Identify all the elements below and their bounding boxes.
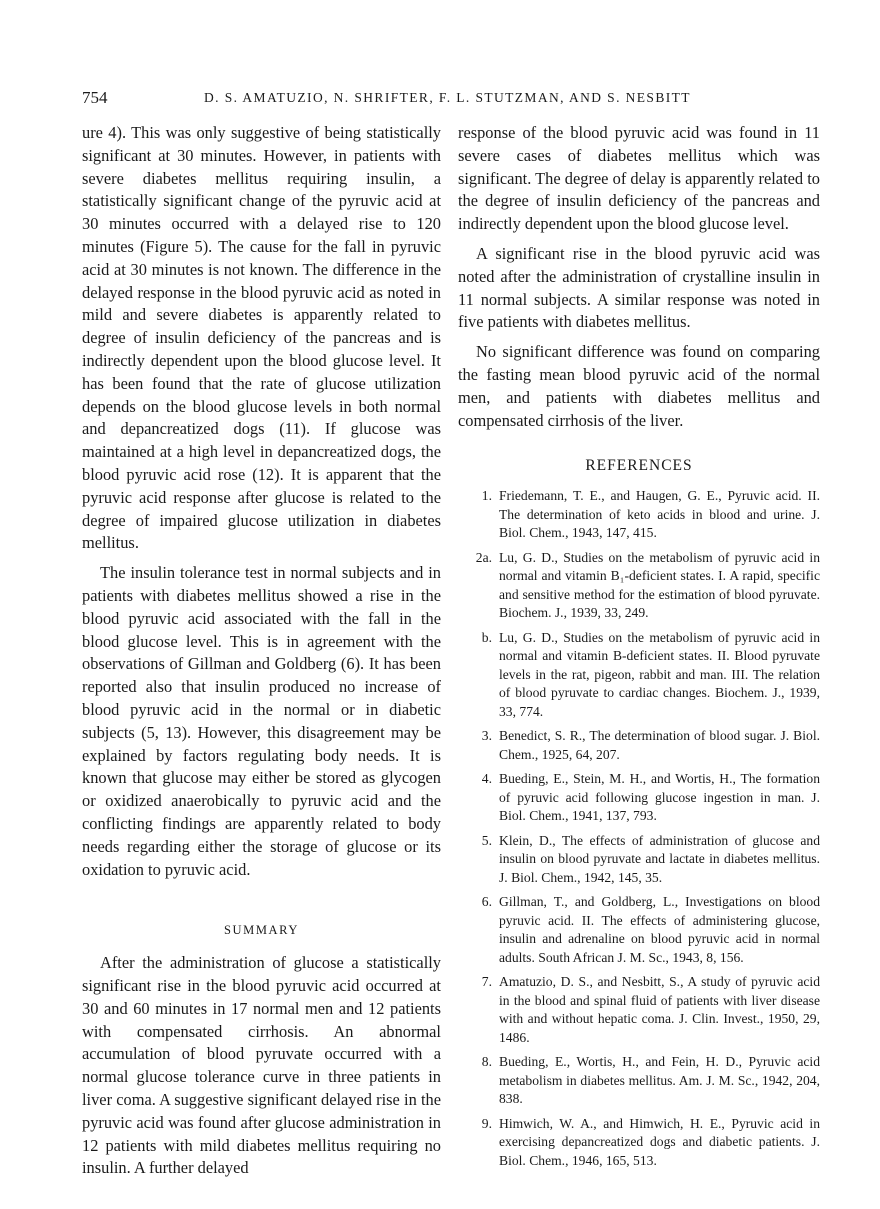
reference-text: Benedict, S. R., The determination of blood sugar. J. Biol. Chem., 1925, 64, 207. bbox=[499, 728, 820, 762]
reference-text: Bueding, E., Stein, M. H., and Wortis, H., The formation of pyruvic acid following glucose ingestion in man. J. Biol. Chem., 1941, 137, 793. bbox=[499, 771, 820, 824]
reference-text: Himwich, W. A., and Himwich, H. E., Pyruvic acid in exercising depancreatized dogs and diabetic patients. J. Biol. Chem., 1946, 165, 513. bbox=[499, 1115, 820, 1168]
body-paragraph: ure 4). This was only suggestive of being statistically significant at 30 minutes. However, in patients with severe diabetes mellitus requiring insulin, a statistically significant change of the pyruvic acid at 30 minutes occurred with a delayed rise to 120 minutes (Figure 5). The cause for the fall in pyruvic acid at 30 minutes is not known. The difference in the delayed response in the blood pyruvic acid as noted in mild and severe diabetes is apparently related to degree of insulin deficiency of the pancreas and is indirectly dependent upon the blood glucose level. It has been found that the rate of glucose utilization depends on the blood glucose levels in both normal and depancreatized dogs (11). If glucose was maintained at a high level in depancreatized dogs, the blood pyruvic acid rose (12). It is apparent that the pyruvic acid response after glucose is related to the degree of impaired glucose utilization in diabetes mellitus. bbox=[82, 123, 441, 553]
reference-item bbox=[458, 832, 820, 888]
reference-number: 6. bbox=[481, 894, 492, 910]
running-head-authors: D. S. AMATUZIO, N. SHRIFTER, F. L. STUTZMAN, AND S. NESBITT bbox=[204, 90, 691, 105]
reference-text: Friedemann, T. E., and Haugen, G. E., Pyruvic acid. II. The determination of keto acids in blood and urine. J. Biol. Chem., 1943, 147, 415. bbox=[499, 488, 820, 541]
reference-number: 7. bbox=[481, 974, 492, 990]
reference-text: Klein, D., The effects of administration of glucose and insulin on blood pyruvate and lactate in diabetes mellitus. J. Biol. Chem., 1942, 145, 35. bbox=[499, 832, 820, 885]
references-heading: REFERENCES bbox=[585, 457, 693, 475]
reference-text: Lu, G. D., Studies on the metabolism of pyruvic acid in normal and vitamin B₁-deficient states. I. A rapid, specific and sensitive method for the estimation of blood pyruvate. Biochem. J., 1939, 33, 249. bbox=[499, 549, 820, 621]
reference-text: Gillman, T., and Goldberg, L., Investigations on blood pyruvic acid. II. The effects of administering glucose, insulin and adrenaline on blood pyruvic acid in normal adults. South African J. M. Sc., 1943, 8, 156. bbox=[499, 894, 820, 965]
reference-item bbox=[458, 893, 820, 967]
reference-number: 8. bbox=[481, 1054, 492, 1070]
body-paragraph: The insulin tolerance test in normal subjects and in patients with diabetes mellitus showed a rise in the blood pyruvic acid associated with the fall in the blood glucose level. This is in agreement with the observations of Gillman and Goldberg (6). It has been reported also that insulin produced no increase of blood pyruvic acid in the normal or in diabetic subjects (5, 13). However, this disagreement may be explained by factors regulating body needs. It is known that glucose may either be stored as glycogen or oxidized anaerobically to pyruvic acid and the conflicting findings are apparently related to body needs regarding either the storage of glucose or its oxidation to pyruvic acid. bbox=[82, 563, 441, 879]
reference-text: Amatuzio, D. S., and Nesbitt, S., A study of pyruvic acid in the blood and spinal fluid of patients with liver disease with and without hepatic coma. J. Clin. Invest., 1950, 29, 1486. bbox=[499, 974, 820, 1045]
summary-paragraph: After the administration of glucose a statistically significant rise in the blood pyruvic acid occurred at 30 and 60 minutes in 17 normal men and 12 patients with compensated cirrhosis. An abnormal accumulation of blood pyruvate occurred with a normal glucose tolerance curve in three patients in liver coma. A suggestive significant delayed rise in the pyruvic acid was found after glucose administration in 12 patients with mild diabetes mellitus requiring no insulin. A further delayed bbox=[82, 953, 441, 1178]
reference-item bbox=[458, 973, 820, 1047]
reference-item bbox=[458, 487, 820, 543]
left-column bbox=[82, 122, 441, 1180]
reference-text: Lu, G. D., Studies on the metabolism of pyruvic acid in normal and vitamin B-deficient states. II. Blood pyruvate levels in the rat, pigeon, rabbit and man. III. The relation of blood pyruvate to cardiac changes. Biochem. J., 1939, 33, 774. bbox=[499, 629, 820, 719]
reference-item bbox=[458, 549, 820, 623]
page-number: 754 bbox=[82, 88, 108, 107]
body-paragraph: A significant rise in the blood pyruvic acid was noted after the administration of crystalline insulin in 11 normal subjects. A similar response was noted in five patients with diabetes mellitus. bbox=[458, 243, 820, 332]
references-list bbox=[458, 487, 820, 1170]
reference-number: 5. bbox=[481, 832, 492, 848]
reference-item bbox=[458, 770, 820, 826]
reference-item bbox=[458, 629, 820, 722]
page-header bbox=[82, 88, 810, 112]
reference-number: 2a. bbox=[475, 549, 492, 565]
reference-item bbox=[458, 1053, 820, 1109]
reference-number: 9. bbox=[481, 1115, 492, 1131]
reference-text: Bueding, E., Wortis, H., and Fein, H. D., Pyruvic acid metabolism in diabetes mellitus. Am. J. M. Sc., 1942, 204, 838. bbox=[499, 1054, 820, 1107]
reference-number: 1. bbox=[481, 488, 492, 504]
body-paragraph: response of the blood pyruvic acid was found in 11 severe cases of diabetes mellitus which was significant. The degree of delay is apparently related to the degree of insulin deficiency of the pancreas and indirectly dependent upon the blood glucose level. bbox=[458, 123, 820, 234]
reference-number: 3. bbox=[481, 728, 492, 744]
body-paragraph: No significant difference was found on comparing the fasting mean blood pyruvic acid of the normal men, and patients with diabetes mellitus and compensated cirrhosis of the liver. bbox=[458, 342, 820, 430]
reference-item bbox=[458, 1115, 820, 1171]
reference-number: 4. bbox=[481, 771, 492, 787]
right-column bbox=[458, 122, 820, 1176]
summary-heading: SUMMARY bbox=[223, 923, 300, 938]
reference-item bbox=[458, 727, 820, 764]
reference-number: b. bbox=[481, 629, 492, 645]
